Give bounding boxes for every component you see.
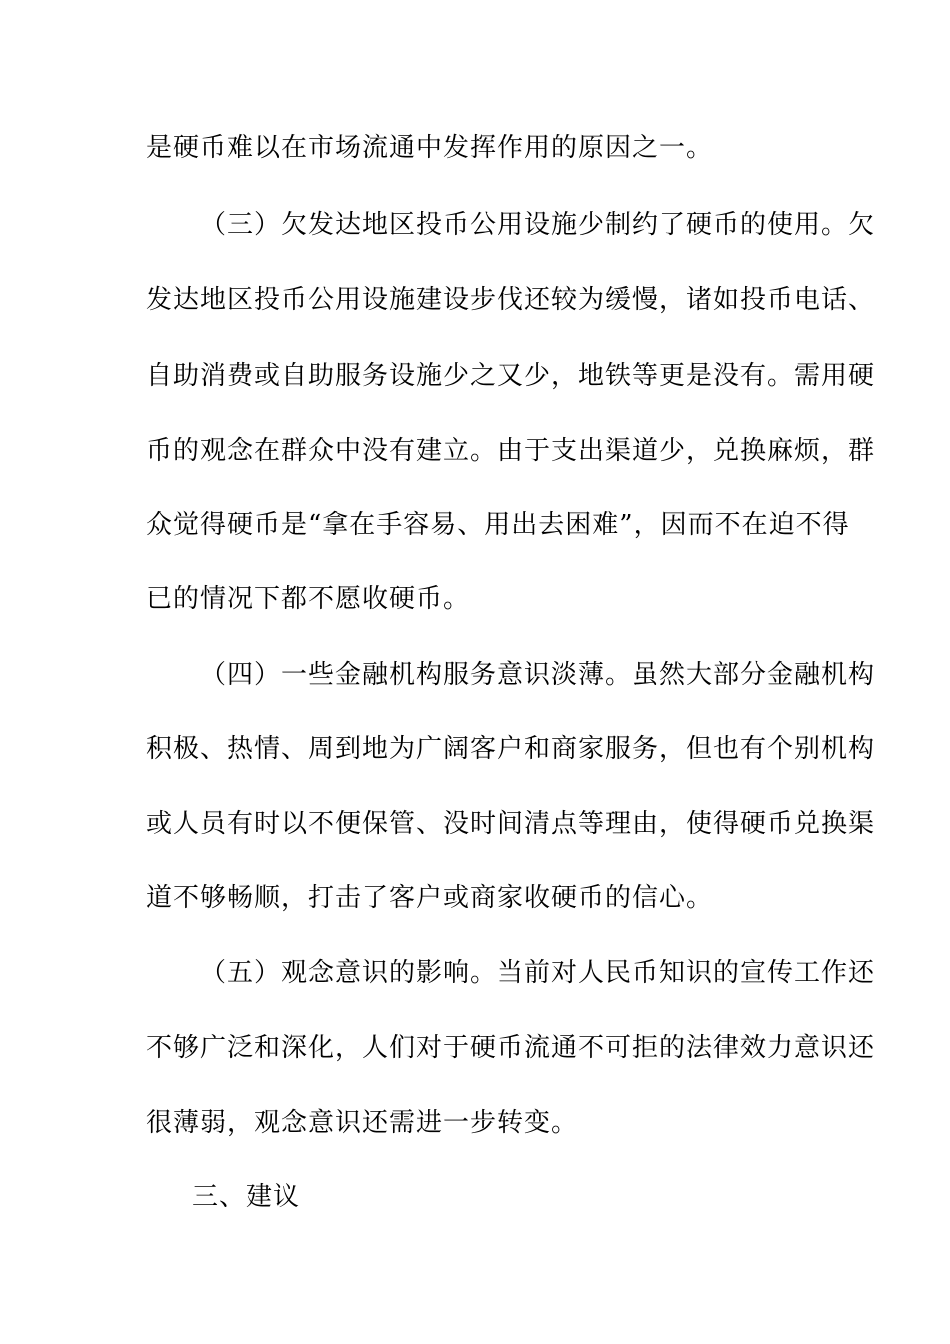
paragraph-line: 已的情况下都不愿收硬币。 [146, 584, 471, 614]
section-heading-five: （五）观念意识的影响。当前对人民币知识的宣传工作还 [200, 958, 876, 988]
paragraph-line: 很薄弱，观念意识还需进一步转变。 [146, 1108, 579, 1138]
paragraph-line: 是硬币难以在市场流通中发挥作用的原因之一。 [146, 133, 714, 163]
paragraph-line: 币的观念在群众中没有建立。由于支出渠道少，兑换麻烦，群 [146, 436, 876, 466]
paragraph-line: 发达地区投币公用设施建设步伐还较为缓慢，诸如投币电话、 [146, 285, 876, 315]
paragraph-line: 积极、热情、周到地为广阔客户和商家服务，但也有个别机构 [146, 734, 876, 764]
chapter-heading-suggestions: 三、建议 [192, 1182, 301, 1212]
paragraph-line: 不够广泛和深化，人们对于硬币流通不可拒的法律效力意识还 [146, 1033, 876, 1063]
section-heading-three: （三）欠发达地区投币公用设施少制约了硬币的使用。欠 [200, 210, 876, 240]
paragraph-line: 或人员有时以不便保管、没时间清点等理由，使得硬币兑换渠 [146, 809, 876, 839]
paragraph-line: 自助消费或自助服务设施少之又少，地铁等更是没有。需用硬 [146, 361, 876, 391]
paragraph-line: 道不够畅顺，打击了客户或商家收硬币的信心。 [146, 883, 714, 913]
paragraph-line: 众觉得硬币是“拿在手容易、用出去困难”，因而不在迫不得 [146, 510, 850, 540]
section-heading-four: （四）一些金融机构服务意识淡薄。虽然大部分金融机构 [200, 660, 876, 690]
